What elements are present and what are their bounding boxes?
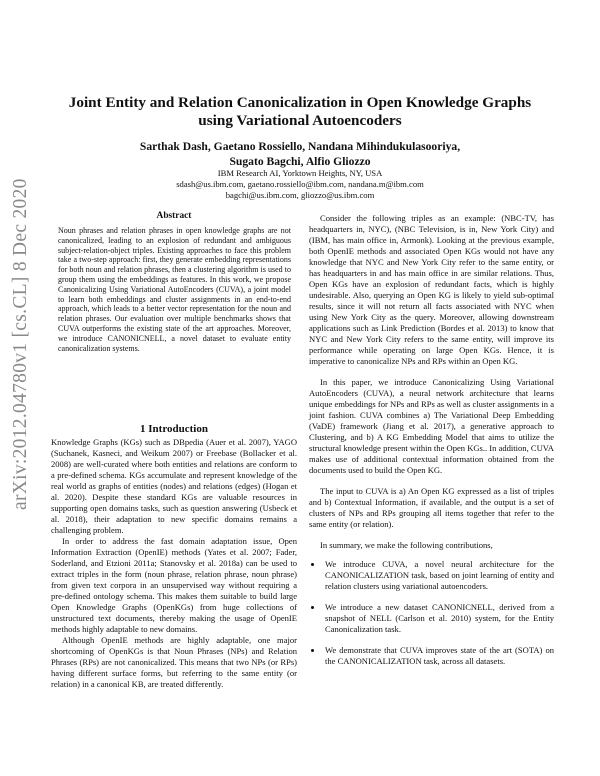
- contribution-item-3: • We demonstrate that CUVA improves state of the art (SOTA) on the CANONICALIZATION task, across all datasets.: [323, 645, 554, 667]
- intro-paragraph-1: Knowledge Graphs (KGs) such as DBpedia (Auer et al. 2007), YAGO (Suchanek, Kasneci, and Weikum 2007) or Freebase (Bollacker et al. 2008) are well-curated where both entities and relations are conform to a pre-defined schema. KGs accumulate and represent knowledge of the real world as graphs of entities (nodes) and relations (edges) (Hogan et al. 2020). Despite these standard KGs are valuable resources in supporting open domains tasks, such as question answering (Usbeck et al. 2018), their adaptation to new specific domains remains a challenging problem.: [51, 437, 297, 535]
- abstract-text: Noun phrases and relation phrases in open knowledge graphs are not canonicalized, leading to an explosion of redundant and ambiguous subject-relation-object triples. Existing approaches to face this problem take a two-step approach: first, they generate embedding representations for both noun and relation phrases, then a clustering algorithm is used to group them using the embeddings as features. In this work, we propose Canonicalizing Using Variational AutoEncoders (CUVA), a joint model to learn both embeddings and cluster assignments in an end-to-end approach, which leads to a better vector representation for the noun and relation phrases. Our evaluation over multiple benchmarks shows that CUVA outperforms the existing state of the art approaches. Moreover, we introduce CANONICNELL, a novel dataset to evaluate entity canonicalization systems.: [58, 226, 291, 353]
- authors-line-1: Sarthak Dash, Gaetano Rossiello, Nandana Mihindukulasooriya,: [139, 140, 461, 153]
- contribution-item-1: • We introduce CUVA, a novel neural architecture for the CANONICALIZATION task, based on joint learning of entity and relation clusters using variational autoencoders.: [323, 559, 554, 592]
- right-paragraph-2: In this paper, we introduce Canonicalizing Using Variational AutoEncoders (CUVA), a neural network architecture that learns unique embeddings for NPs and RPs as well as cluster assignments in a joint fashion. CUVA combines a) The Variational Deep Embedding (VaDE) framework (Jiang et al. 2017), a generative approach to Clustering, and b) A KG Embedding Model that aims to utilize the structural knowledge present within the Open KGs.. In addition, CUVA makes use of additional contextual information obtained from the documents used to build the Open KG.: [309, 377, 554, 475]
- authors-line-2: Sugato Bagchi, Alfio Gliozzo: [229, 155, 371, 168]
- intro-paragraph-2: In order to address the fast domain adaptation issue, Open Information Extraction (OpenIE) methods (Yates et al. 2007; Fader, Soderland, and Etzioni 2011a; Stanovsky et al. 2018a) can be used to extract triples in the form (noun phrase, relation phrase, noun phrase) from given text corpora in an unsupervised way without requiring a pre-defined ontology schema. This makes them suitable to build large Open Knowledge Graphs (OpenKGs) from huge collections of unstructured text documents, thereby making the usage of OpenIE methods highly adaptable to new domains.: [51, 536, 297, 634]
- right-paragraph-4: In summary, we make the following contributions,: [320, 540, 493, 550]
- contribution-list: [309, 559, 554, 667]
- author-list: [50, 139, 550, 169]
- left-column: [51, 437, 297, 690]
- arxiv-stamp: arXiv:2012.04780v1 [cs.CL] 8 Dec 2020: [10, 178, 31, 510]
- abstract-heading: Abstract: [156, 211, 192, 221]
- right-column: [309, 213, 554, 677]
- paper-title: Joint Entity and Relation Canonicalization in Open Knowledge Graphs using Variational Autoencoders: [68, 94, 532, 129]
- affiliation: IBM Research AI, Yorktown Heights, NY, USA: [217, 168, 383, 178]
- emails-line-2: bagchi@us.ibm.com, gliozzo@us.ibm.com: [225, 190, 375, 200]
- emails-line-1: sdash@us.ibm.com, gaetano.rossiello@ibm.com, nandana.m@ibm.com: [176, 179, 424, 189]
- intro-paragraph-3: Although OpenIE methods are highly adaptable, one major shortcoming of OpenKGs is that Noun Phrases (NPs) and Relation Phrases (RPs) are not canonicalized. This means that two NPs (or RPs) having different surface forms, but referring to the same entity (or relation) in a canonical KB, are treated differently.: [51, 635, 297, 689]
- right-paragraph-3: The input to CUVA is a) An Open KG expressed as a list of triples and b) Contextual Information, if available, and the output is a set of clusters of NPs and RPs grouping all items together that refer to the same entity (or relation).: [309, 486, 554, 529]
- affiliation-block: [50, 168, 550, 201]
- introduction-heading: 1 Introduction: [140, 423, 208, 435]
- right-paragraph-1: Consider the following triples as an example: (NBC-TV, has headquarters in, NYC), (NBC Television, is in, New York City) and (IBM, has main office in, Armonk). Looking at the previous example, both OpenIE methods and associated Open KGs would not have any knowledge that NYC and New York City refer to the same entity, or has headquarters in and has main office in are similar relations. Thus, Open KGs have an explosion of redundant facts, which is highly undesirable. Also, querying an Open KG is likely to yield sub-optimal results, since it will not return all facts associated with NYC when using New York City as the query. Moreover, allowing downstream applications such as Link Prediction (Bordes et al. 2013) to know that NYC and New York City refers to the same entity, will improve its performance while operating on large Open KGs. Hence, it is imperative to canonicalize NPs and RPs within an Open KG.: [309, 213, 554, 366]
- contribution-item-2: • We introduce a new dataset CANONICNELL, derived from a snapshot of NELL (Carlson et al. 2010) system, for the Entity Canonicalization task.: [323, 602, 554, 635]
